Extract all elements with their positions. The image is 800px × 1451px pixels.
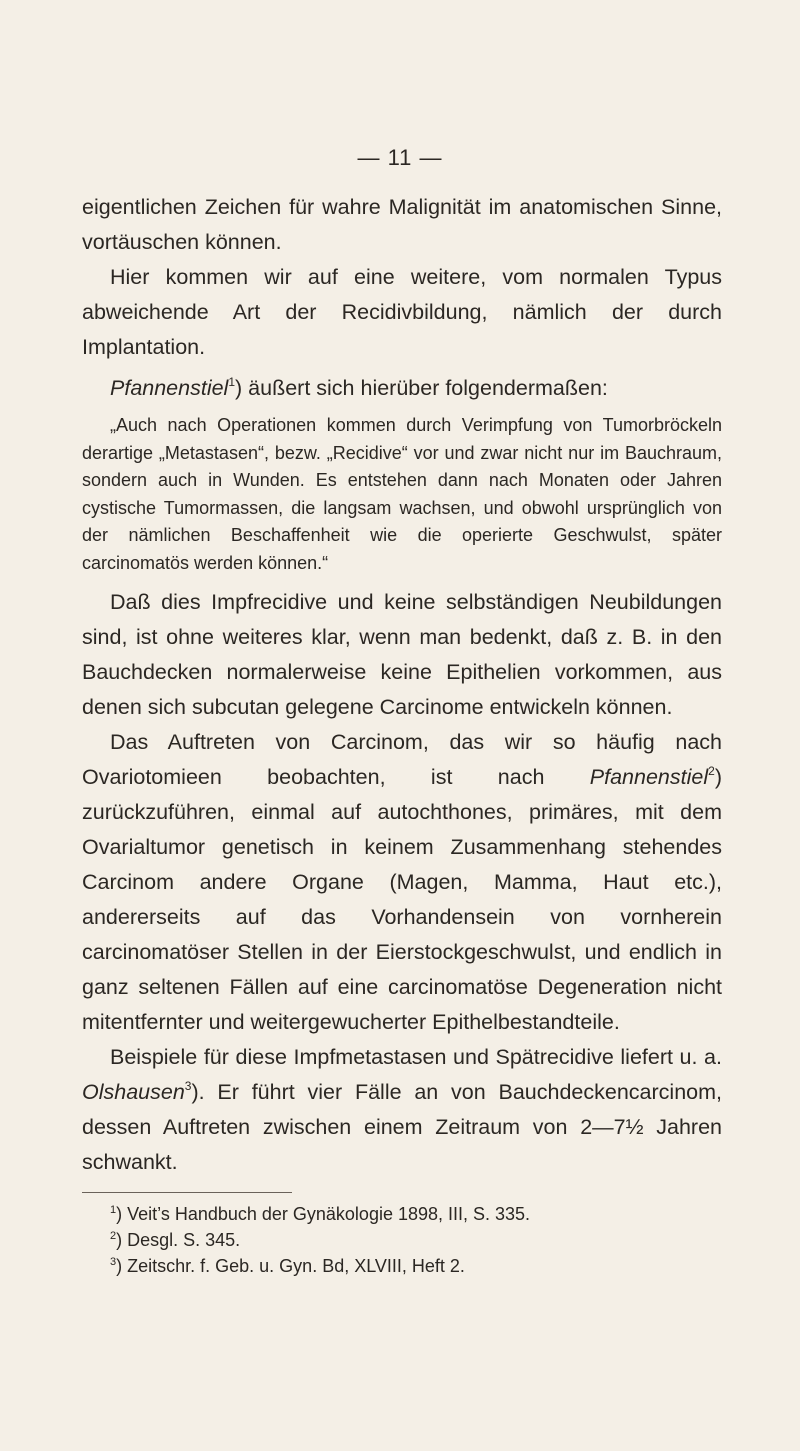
footnote-ref-2: 2 [708, 764, 715, 778]
paragraph-6 [82, 1040, 722, 1180]
footnote-1-mark: 1 [110, 1204, 117, 1216]
author-olshausen: Olshausen [82, 1080, 185, 1104]
footnote-2 [82, 1227, 722, 1253]
paragraph-1: eigentlichen Zeichen für wahre Malignität im anatomischen Sinne, vortäuschen können. [82, 195, 722, 254]
paragraph-3 [82, 371, 722, 406]
paragraph-2: Hier kommen wir auf eine weitere, vom normalen Typus abweichende Art der Recidivbildung, nämlich der durch Implantation. [82, 265, 722, 359]
author-pfannenstiel: Pfannenstiel [110, 376, 229, 400]
paragraph-4: Daß dies Impfrecidive und keine selbständigen Neubildungen sind, ist ohne weiteres klar, wenn man bedenkt, daß z. B. in den Bauchdecken normalerweise keine Epithelien vorkommen, aus denen sich subcutan gelegene Carcinome entwickeln können. [82, 590, 722, 719]
paragraph-6-text-a: Beispiele für diese Impfmetastasen und Spätrecidive liefert u. a. [110, 1045, 722, 1069]
footnote-2-text: ) Desgl. S. 345. [116, 1230, 241, 1250]
paragraph-5-text-a: Das Auftreten von Carcinom, das wir so häufig nach Ovariotomieen beobachten, ist nach [82, 730, 722, 789]
quotation: „Auch nach Operationen kommen durch Verimpfung von Tumorbröckeln derartige „Metastasen“, bezw. „Recidive“ vor und zwar nicht nur im Bauchraum, sondern auch in Wunden. Es entstehen dann nach Monaten oder Jahren cystische Tumormassen, die langsam wachsen, und obwohl ursprünglich von der nämlichen Beschaffenheit wie die operierte Geschwulst, später carcinomatös werden können.“ [82, 415, 722, 573]
paragraph-6-text-b: ). Er führt vier Fälle an von Bauchdeckencarcinom, dessen Auftreten zwischen einem Zeitraum von 2—7½ Jahren schwankt. [82, 1080, 722, 1174]
footnote-ref-3: 3 [184, 1079, 192, 1093]
paragraph-3-text: ) äußert sich hierüber folgendermaßen: [235, 376, 608, 400]
footnote-1 [82, 1201, 722, 1227]
author-pfannenstiel-2: Pfannenstiel [589, 765, 709, 789]
footnote-2-mark: 2 [110, 1230, 117, 1242]
main-text [82, 190, 722, 1279]
footnote-1-text: ) Veit’s Handbuch der Gynäkologie 1898, III, S. 335. [116, 1204, 531, 1224]
footnote-ref-1: 1 [228, 375, 236, 389]
paragraph-5 [82, 725, 722, 1040]
page-number: — 11 — [357, 145, 443, 170]
footnote-3-mark: 3 [110, 1256, 117, 1268]
footnote-3 [82, 1253, 722, 1279]
footnote-rule [82, 1192, 292, 1193]
footnote-3-text: ) Zeitschr. f. Geb. u. Gyn. Bd, XLVIII, Heft 2. [116, 1256, 465, 1276]
paragraph-5-text-b: ) zurückzuführen, einmal auf autochthones, primäres, mit dem Ovarialtumor genetisch in keinem Zusammenhang stehendes Carcinom andere Organe (Magen, Mamma, Haut etc.), andererseits auf das Vorhandensein von vornherein carcinomatöser Stellen in der Eierstockgeschwulst, und endlich in ganz seltenen Fällen auf eine carcinomatöse Degeneration nicht mitentfernter und weitergewucherter Epithelbestandteile. [82, 765, 722, 1034]
